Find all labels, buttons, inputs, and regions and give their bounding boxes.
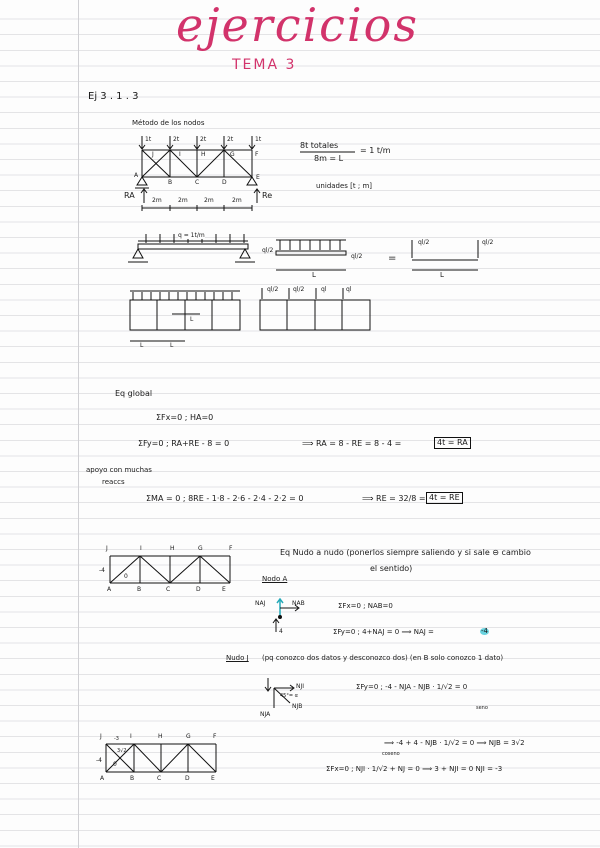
member-force-label: -3 [114,736,119,742]
truss-beam-span: L [140,342,144,349]
node-j-force: NJB [292,703,303,710]
node-j-force: NJI [296,683,305,690]
node-j-force: NJA [260,711,271,718]
node-label: I [140,545,142,552]
node-label: G [198,545,203,552]
page-title: ejercicios [176,0,419,52]
node-label: C [166,586,171,593]
truss-beam-span: L [170,342,174,349]
span-label: 2m [178,197,188,204]
span-label: 2m [204,197,214,204]
node-method-text: Eq Nudo a nudo (ponerlos siempre saliendo y si sale ⊖ cambio [280,548,531,557]
node-label: F [213,733,217,740]
node-label: B [168,179,173,186]
span-label: 2m [152,197,162,204]
node-label: J [100,733,102,740]
global-eq-x: ΣFx=0 ; HA=0 [156,413,214,422]
truss-beam-load: ql/2 [267,286,279,293]
node-label: A [107,586,112,593]
node-label: F [255,151,259,158]
support-note: apoyo con muchas [86,466,152,474]
member-force-label: 3√2 [117,748,127,754]
truss-beam-diagrams [130,288,370,341]
node-label: H [170,545,175,552]
total-result: = 1 t/m [360,146,391,155]
node-a-eq-x: ΣFx=0 ; NAB=0 [338,602,393,610]
beam-diagram-2 [276,240,478,270]
node-label: J [106,545,108,552]
node-j-note: (pq conozco dos datos y desconozco dos) (en B solo conozco 1 dato) [262,654,504,662]
load-label: 2t [200,136,207,143]
reaction-e-label: Re [262,191,273,200]
total-denominator: 8m = L [314,154,344,163]
node-label: I [179,151,181,158]
node-label: J [152,151,154,158]
node-j-heading: Nudo J [226,654,249,662]
beam-reaction-right: ql/2 [351,253,363,260]
node-j-eq-y-result: ⟹ -4 + 4 - NJB · 1/√2 = 0 ⟹ NJB = 3√2 [384,739,525,747]
method-label: Método de los nodos [132,119,205,127]
node-label: F [229,545,233,552]
beam-reaction-left: ql/2 [262,247,274,254]
node-label: A [134,172,139,179]
global-eq-moment: ΣMA = 0 ; 8RE - 1·8 - 2·6 - 2·4 - 2·2 = 0 [146,494,304,503]
support-note: reaccs [102,478,125,486]
node-label: I [130,733,132,740]
node-a-force: 4 [279,628,283,635]
node-a-heading: Nodo A [262,575,288,583]
node-a-force: NAB [292,600,305,607]
node-j-coseno: coseno [382,751,400,757]
load-label: 1t [145,136,152,143]
node-label: A [100,775,105,782]
force-right-label: ql/2 [482,239,494,246]
global-heading: Eq global [115,389,153,398]
distributed-load-label: q = 1t/m [178,232,205,239]
node-label: B [137,586,142,593]
truss-beam-span: L [190,316,194,323]
beam-span-label: L [312,271,316,279]
node-a-result: -4 [481,627,488,635]
global-eq-y-result: ⟹ RA = 8 - RE = 8 - 4 = [302,439,402,448]
node-label: D [196,586,201,593]
exercise-id: Ej 3 . 1 . 3 [88,91,139,102]
node-method-text: el sentido) [370,564,413,573]
truss-beam-load: ql [321,286,327,293]
node-label: B [130,775,135,782]
node-label: E [211,775,215,782]
node-label: E [256,174,260,181]
total-numerator: 8t totales [300,141,339,150]
result-ra: 4t = RA [434,437,471,449]
equivalence-sign: = [388,253,397,264]
force-left-label: ql/2 [418,239,430,246]
result-re: 4t = RE [426,492,463,504]
truss-beam-load: ql/2 [293,286,305,293]
node-label: G [186,733,191,740]
reaction-a-label: RA [124,191,135,200]
truss-diagram-2 [110,556,230,583]
node-label: C [157,775,162,782]
node-j-seno: seno [476,705,488,711]
beam-span-label-2: L [440,271,444,279]
member-force-label: -4 [99,567,105,574]
node-label: C [195,179,200,186]
node-a-force: NAJ [255,600,266,607]
span-label: 2m [232,197,242,204]
member-force-label: 0 [113,761,117,768]
node-j-angle: 45°= α [280,693,298,699]
node-label: D [222,179,227,186]
node-j-eq-y: ΣFy=0 ; -4 - NJA - NJB · 1/√2 = 0 [356,683,468,691]
truss-beam-load: ql [346,286,352,293]
node-label: H [158,733,163,740]
units-label: unidades [t ; m] [316,182,373,190]
global-eq-moment-result: ⟹ RE = 32/8 = [362,494,426,503]
member-force-label: -4 [96,757,102,764]
node-label: D [185,775,190,782]
global-eq-y: ΣFy=0 ; RA+RE - 8 = 0 [138,439,230,448]
member-force-label: 0 [124,573,128,580]
load-label: 2t [227,136,234,143]
node-a-eq-y: ΣFy=0 ; 4+NAJ = 0 ⟹ NAJ = [333,628,434,636]
load-label: 2t [173,136,180,143]
page-subtitle: TEMA 3 [232,57,297,73]
node-j-eq-x: ΣFx=0 ; NJI · 1/√2 + NJ = 0 ⟹ 3 + NJI = 0 NJI = -3 [326,765,503,773]
node-label: H [201,151,206,158]
load-label: 1t [255,136,262,143]
node-label: G [230,151,235,158]
node-label: E [222,586,226,593]
